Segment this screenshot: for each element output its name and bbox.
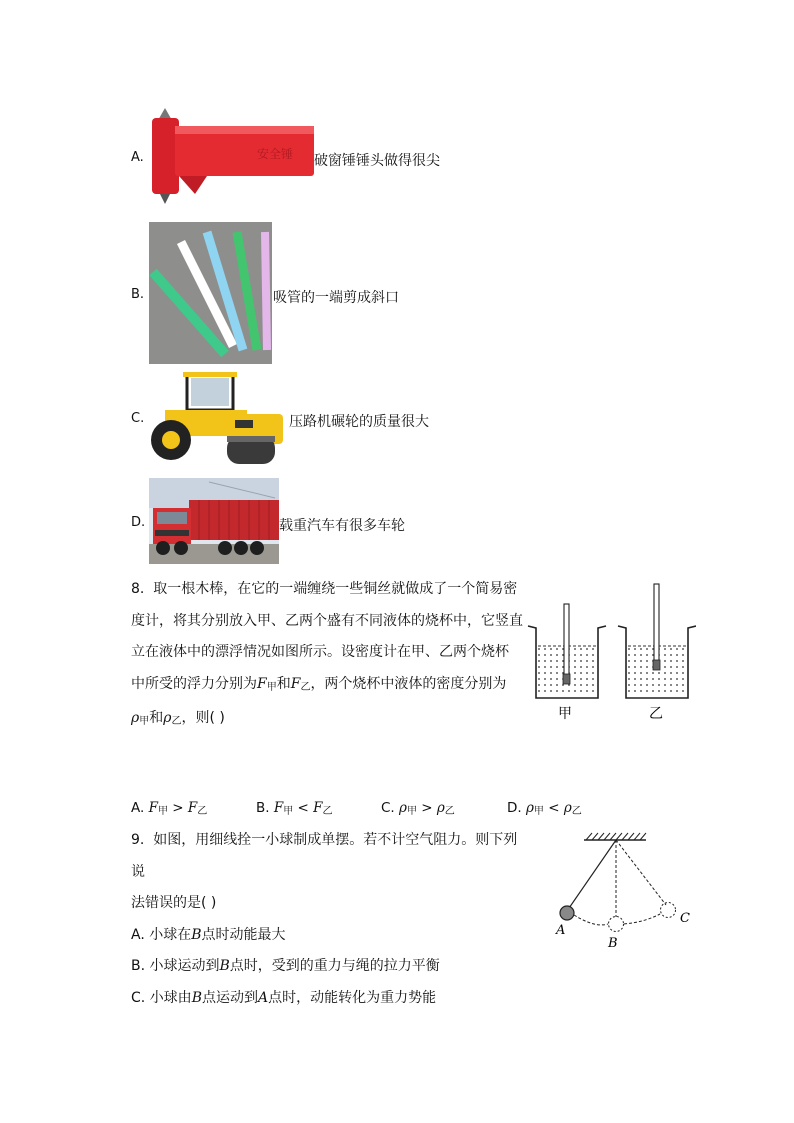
- option-c-caption: 压路机碾轮的质量很大: [289, 414, 429, 430]
- q8-choice-b[interactable]: B. $F_甲 < F_乙$: [256, 800, 333, 817]
- ball-c: [661, 903, 676, 918]
- q8-choice-d[interactable]: D. $\rho_甲 < \rho_乙$: [507, 800, 582, 817]
- ball-a: [560, 906, 574, 920]
- question-9-text: [131, 825, 523, 1014]
- q9-line-1: 9. 如图，用细线拴一小球制成单摆。若不计空气阻力。则下列说: [131, 832, 518, 880]
- ball-b: [609, 917, 624, 932]
- option-a-letter: A.: [131, 150, 144, 165]
- q9-line-2: 法错误的是( ): [131, 895, 217, 911]
- q9-option-b[interactable]: B. 小球运动到B点时，受到的重力与绳的拉力平衡: [131, 958, 440, 974]
- option-a-caption: 破窗锤锤头做得很尖: [314, 153, 440, 169]
- q9-option-a[interactable]: A. 小球在B点时动能最大: [131, 926, 286, 943]
- beaker-label-jia: 甲: [558, 706, 572, 722]
- beaker-jia: [528, 604, 606, 698]
- q8-choice-a[interactable]: A. $F_甲 > F_乙$: [131, 800, 208, 817]
- heavy-truck-image: [149, 478, 279, 564]
- q8-line-3: 立在液体中的漂浮情况如图所示。设密度计在甲、乙两个烧杯: [131, 644, 509, 660]
- pendulum-diagram: [550, 830, 700, 952]
- label-c: C: [680, 911, 690, 926]
- label-a: A: [556, 923, 566, 938]
- label-b: B: [608, 936, 618, 951]
- option-b-caption: 吸管的一端剪成斜口: [273, 290, 399, 306]
- option-b-letter: B.: [131, 287, 145, 302]
- q8-line-2: 度计，将其分别放入甲、乙两个盛有不同液体的烧杯中，它竖直: [131, 612, 523, 629]
- beakers-diagram: [524, 580, 696, 726]
- q8-choice-c[interactable]: C. $\rho_甲 > \rho_乙$: [381, 800, 455, 817]
- colored-straws-image: [149, 222, 272, 364]
- option-d-caption: 载重汽车有很多车轮: [279, 518, 405, 534]
- red-safety-hammer-image: [147, 106, 314, 210]
- road-roller-image: [147, 370, 287, 466]
- q8-line-5: $\rho_甲$和$\rho_乙$，则( ): [131, 710, 225, 727]
- hammer-embossed-text: 安全锤: [257, 147, 294, 161]
- option-c-letter: C.: [131, 411, 145, 426]
- beaker-label-yi: 乙: [649, 706, 663, 722]
- option-d-letter: D.: [131, 515, 146, 530]
- q8-line-4: 中所受的浮力分别为$F_甲$和$F_乙$，两个烧杯中液体的密度分别为: [131, 675, 507, 693]
- question-8-text: [131, 574, 523, 738]
- q8-line-1: 8. 取一根木棒，在它的一端缠绕一些铜丝就做成了一个简易密: [131, 581, 518, 597]
- beaker-yi: [618, 584, 696, 698]
- q9-option-c[interactable]: C. 小球由B点运动到A点时，动能转化为重力势能: [131, 989, 437, 1006]
